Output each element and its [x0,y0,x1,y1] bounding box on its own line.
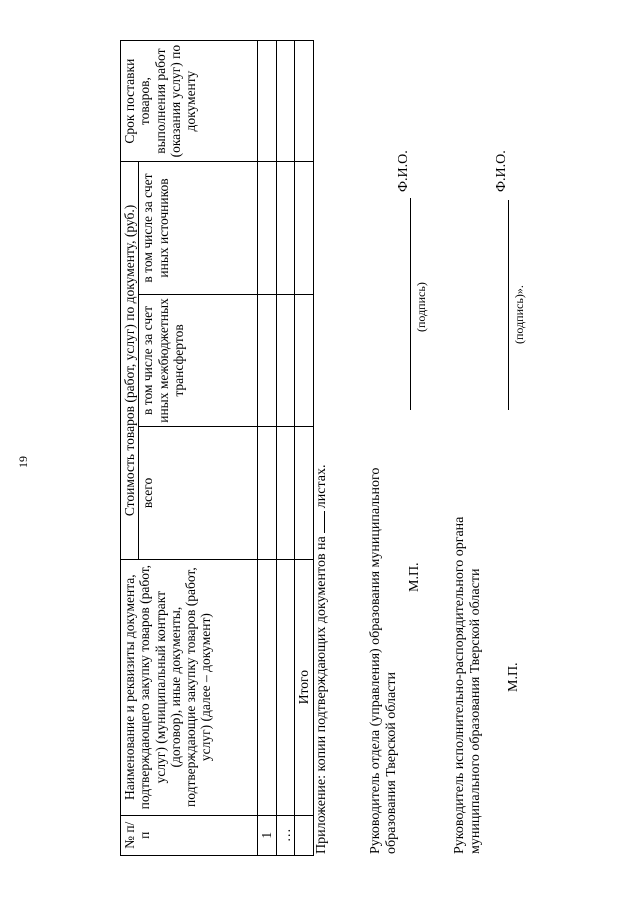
table-cell [294,427,313,559]
sheet-count-blank [312,511,325,533]
table-cell [294,815,313,855]
appendix-line [312,465,330,854]
table-cell [258,162,276,294]
table-cell [276,427,294,559]
table-cell [258,427,276,559]
signature-line [508,200,509,410]
stamp-label: М.П. [506,662,521,692]
table-total-row [294,41,313,856]
table-cell [276,41,294,162]
header-cost-other-sources: в том числе за счет иных источников [139,162,258,294]
page-number: 19 [16,456,30,468]
row-number: 1 [258,815,276,855]
table-cell [276,559,294,815]
signature-title-executive: Руководитель исполнительно-распорядительного органа муниципального образования Тверской области [452,516,483,854]
signature-line [410,198,411,410]
fio-label: Ф.И.О. [494,150,509,192]
signature-title-education: Руководитель отдела (управления) образования муниципального образования Тверской области [368,467,399,854]
table-cell [294,41,313,162]
header-delivery-term: Срок поставки товаров, выполнения работ (оказания услуг) по документу [121,41,258,162]
table-cell [276,294,294,426]
appendix-text-end: листах. [314,464,329,509]
signature-caption: (подпись) [414,282,428,332]
signature-caption: (подпись)». [512,285,526,344]
appendix-text: Приложение: копии подтверждающих документов на [314,536,329,854]
fio-label: Ф.И.О. [396,150,411,192]
stamp-label: М.П. [407,562,422,592]
header-cost-total: всего [139,427,258,559]
table-header-row-1 [121,41,139,856]
table-cell [294,294,313,426]
header-document-name: Наименование и реквизиты документа, подтверждающего закупку товаров (работ, услуг) (муниципальный контракт (договор), иные документы, подтверждающие закупку товаров (работ, услуг) (далее – документ) [121,559,258,815]
table-cell [258,41,276,162]
table-cell [258,559,276,815]
total-label: Итого [294,559,313,815]
table-cell [294,162,313,294]
table-cell [258,294,276,426]
table-cell [276,162,294,294]
purchase-documents-table [120,40,314,856]
table-row [276,41,294,856]
rotated-landscape-content [10,12,630,892]
header-number: № п/п [121,815,258,855]
row-number: … [276,815,294,855]
header-cost: Стоимость товаров (работ, услуг) по документу, (руб.) [121,162,139,559]
table-row [258,41,276,856]
header-cost-interbudget: в том числе за счет иных межбюджетных трансфертов [139,294,258,426]
